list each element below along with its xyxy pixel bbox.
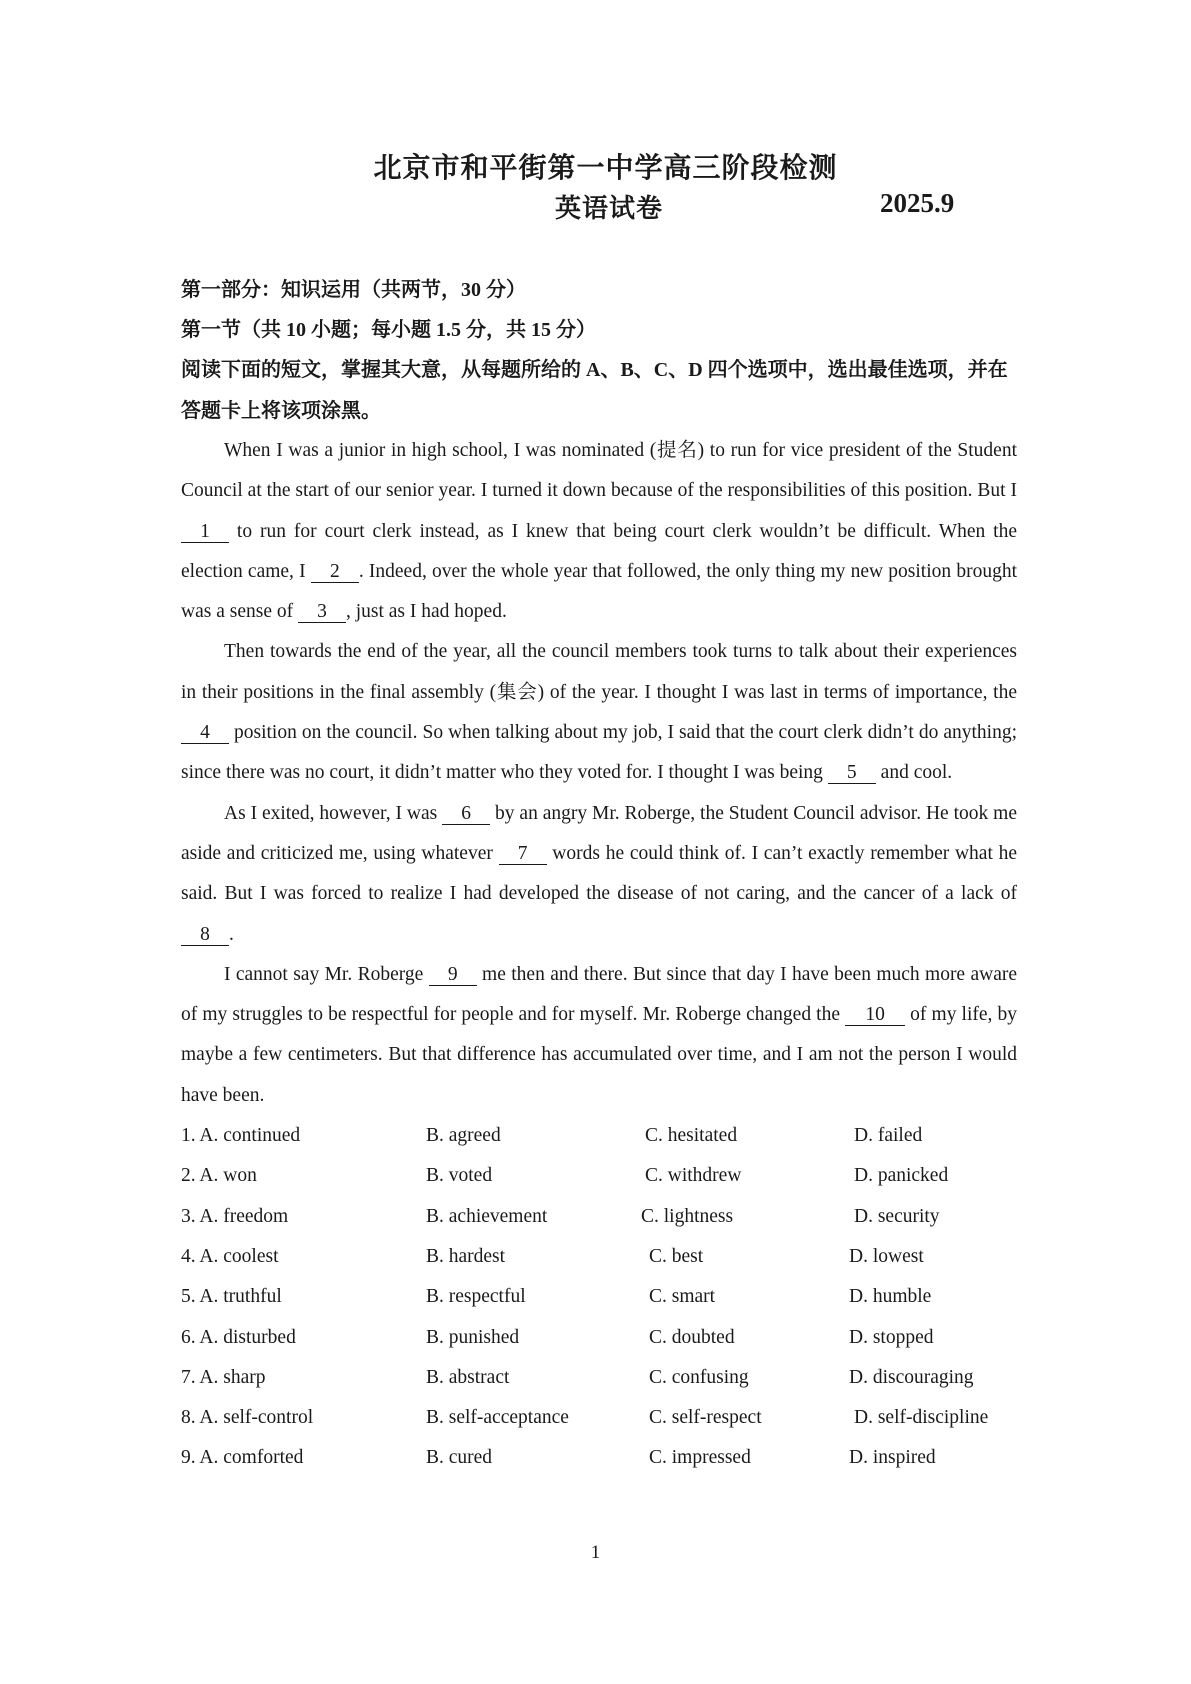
blank-3: 3 [298,602,346,623]
passage-text: , just as I had hoped. [345,601,507,623]
option-a: 9. A. comforted [181,1447,304,1469]
option-c: C. self-respect [649,1407,762,1429]
options-list [181,1116,1017,1479]
passage-text: of my life, by maybe a few centimeters. But that difference has accumulated over time, and I am not the person I would have been. [181,1004,1017,1106]
option-a: 3. A. freedom [181,1205,289,1227]
passage-text: position on the council. So when talking about my job, I said that the court clerk didn’t do anything; since there was no court, it didn’t matter who they voted for. I thought I was being [181,722,1017,784]
option-a: 4. A. coolest [181,1245,279,1267]
passage-text: words he could think of. I can’t exactly remember what he said. But I was forced to realize I had developed the disease of not caring, and the cancer of a lack of [181,842,1018,905]
option-row [181,1197,1017,1237]
passage-text: . [229,923,234,945]
passage-text: As I exited, however, I was [224,802,443,824]
passage-paragraph-2 [181,632,1017,793]
option-b: B. abstract [426,1366,510,1388]
option-c: C. smart [649,1286,716,1308]
blank-9: 9 [429,965,477,986]
passage-text: When I was a junior in high school, I was nominated (提名) to run for vice president of the Student Council at the start of our senior year. I turned it down because of the responsibilities of this position. But I [181,440,1017,502]
exam-content [181,270,1017,1479]
option-a: 2. A. won [181,1165,257,1187]
option-d: D. lowest [849,1245,924,1267]
passage-text: . Indeed, over the whole year that followed, the only thing my new position brought was a sense of [181,560,1017,623]
part-heading: 第一部分：知识运用（共两节，30 分） [181,279,526,301]
option-a: 8. A. self-control [181,1407,314,1429]
option-c: C. withdrew [645,1165,742,1187]
option-b: B. respectful [426,1286,526,1308]
option-row [181,1116,1017,1156]
blank-4: 4 [181,723,229,744]
page-number: 1 [590,1542,601,1563]
option-row [181,1237,1017,1277]
passage-text: me then and there. But since that day I have been much more aware of my struggles to be respectful for people and for myself. Mr. Roberge changed the [181,963,1018,1026]
passage-text: Then towards the end of the year, all the council members took turns to talk about their experiences in their positions in the final assembly (集会) of the year. I thought I was last in terms of importance, the [181,641,1017,703]
exam-title: 北京市和平街第一中学高三阶段检测 [373,153,838,184]
option-c: C. impressed [649,1447,751,1469]
option-c: C. confusing [649,1366,749,1388]
exam-date: 2025.9 [880,188,955,218]
option-row [181,1277,1017,1317]
option-a: 1. A. continued [181,1125,301,1147]
option-b: B. self-acceptance [426,1407,569,1429]
blank-7: 7 [499,844,547,865]
option-d: D. self-discipline [854,1407,989,1429]
passage-paragraph-1 [181,431,1017,632]
option-b: B. achievement [426,1205,548,1227]
option-b: B. hardest [426,1245,506,1267]
blank-8: 8 [181,925,229,946]
option-c: C. lightness [641,1205,734,1227]
option-d: D. stopped [849,1326,934,1348]
passage-text: and cool. [875,762,953,784]
option-row [181,1358,1017,1398]
option-b: B. voted [426,1165,493,1187]
option-a: 7. A. sharp [181,1366,266,1388]
blank-2: 2 [311,562,359,583]
option-c: C. best [649,1245,704,1267]
passage-text: to run for court clerk instead, as I knew that being court clerk wouldn’t be difficult. When the election came, I [181,520,1017,582]
option-b: B. cured [426,1447,493,1469]
option-row [181,1398,1017,1438]
option-row [181,1438,1017,1478]
instruction: 阅读下面的短文，掌握其大意，从每题所给的 A、B、C、D 四个选项中，选出最佳选项，并在答题卡上将该项涂黑。 [181,359,1008,422]
option-c: C. hesitated [645,1125,738,1147]
blank-5: 5 [828,763,876,784]
option-c: C. doubted [649,1326,735,1348]
passage-paragraph-3 [181,794,1017,955]
blank-10: 10 [845,1005,905,1026]
exam-subtitle: 英语试卷 [555,194,664,223]
passage-text: by an angry Mr. Roberge, the Student Council advisor. He took me aside and criticized me, using whatever [181,802,1017,864]
option-row [181,1318,1017,1358]
option-b: B. agreed [426,1125,501,1147]
option-row [181,1156,1017,1196]
option-d: D. inspired [849,1447,936,1469]
option-a: 5. A. truthful [181,1286,282,1308]
option-b: B. punished [426,1326,520,1348]
passage-paragraph-4 [181,955,1017,1116]
passage-text: I cannot say Mr. Roberge [224,963,429,985]
blank-6: 6 [442,804,490,825]
option-d: D. panicked [854,1165,949,1187]
option-d: D. discouraging [849,1366,974,1388]
blank-1: 1 [181,522,229,543]
option-d: D. security [854,1205,940,1227]
option-a: 6. A. disturbed [181,1326,296,1348]
option-d: D. humble [849,1286,932,1308]
option-d: D. failed [854,1125,923,1147]
section-heading: 第一节（共 10 小题；每小题 1.5 分，共 15 分） [181,319,596,341]
